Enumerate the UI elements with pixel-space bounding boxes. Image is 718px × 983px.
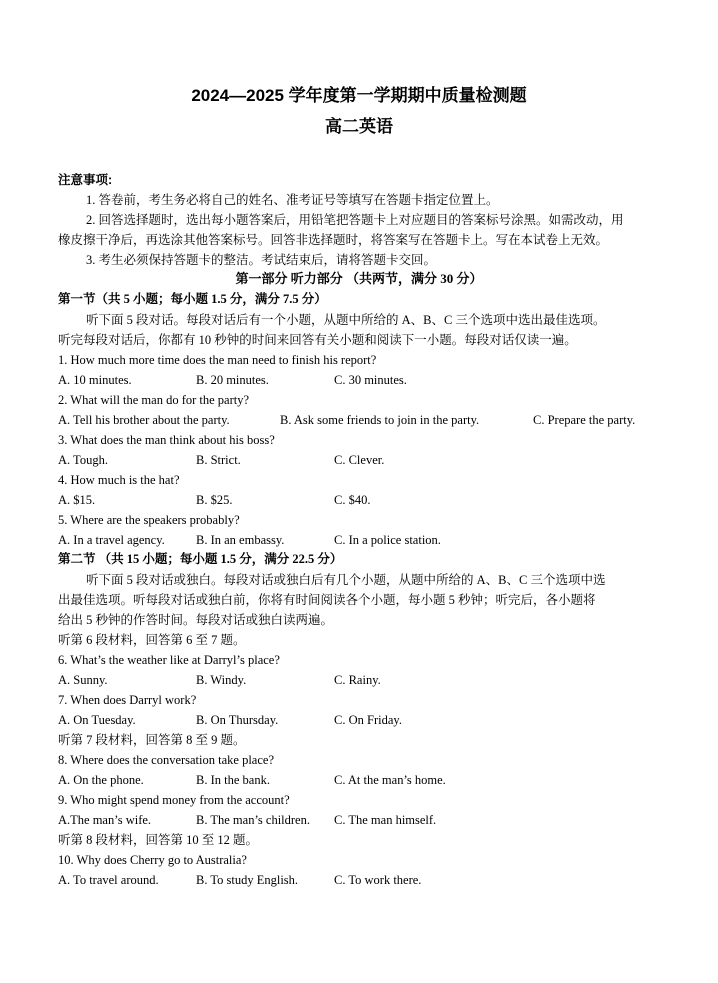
question-4-option-b: B. $25.: [196, 493, 233, 507]
question-3-option-a: A. Tough.: [58, 453, 108, 467]
question-10-option-a: A. To travel around.: [58, 873, 159, 887]
question-6: 6. What’s the weather like at Darryl’s place?: [58, 653, 280, 667]
section2-instructions-line-3: 给出 5 秒钟的作答时间。每段对话或独白读两遍。: [58, 613, 334, 627]
question-4-option-a: A. $15.: [58, 493, 96, 507]
question-3: 3. What does the man think about his boss?: [58, 433, 275, 447]
question-2-option-a: A. Tell his brother about the party.: [58, 413, 230, 427]
question-4: 4. How much is the hat?: [58, 473, 180, 487]
question-5-option-a: A. In a travel agency.: [58, 533, 165, 547]
question-1-option-c: C. 30 minutes.: [334, 373, 407, 387]
question-4-option-c: C. $40.: [334, 493, 371, 507]
question-3-option-c: C. Clever.: [334, 453, 385, 467]
question-5-option-b: B. In an embassy.: [196, 533, 285, 547]
question-6-option-a: A. Sunny.: [58, 673, 108, 687]
section2-instructions-line-1: 听下面 5 段对话或独白。每段对话或独白后有几个小题，从题中所给的 A、B、C 三个选项中选: [86, 573, 606, 587]
section1-heading: 第一节（共 5 小题；每小题 1.5 分，满分 7.5 分）: [58, 292, 327, 306]
notice-item-2-line-2: 橡皮擦干净后，再选涂其他答案标号。回答非选择题时，将答案写在答题卡上。写在本试卷上无效。: [58, 233, 609, 247]
question-7-option-b: B. On Thursday.: [196, 713, 279, 727]
question-5-option-c: C. In a police station.: [334, 533, 441, 547]
section1-instructions-line-1: 听下面 5 段对话。每段对话后有一个小题，从题中所给的 A、B、C 三个选项中选出最佳选项。: [86, 313, 606, 327]
part1-heading: 第一部分 听力部分 （共两节，满分 30 分）: [235, 271, 483, 286]
question-3-option-b: B. Strict.: [196, 453, 241, 467]
question-5: 5. Where are the speakers probably?: [58, 513, 240, 527]
question-6-option-c: C. Rainy.: [334, 673, 381, 687]
question-1: 1. How much more time does the man need to finish his report?: [58, 353, 377, 367]
question-9-option-a: A.The man’s wife.: [58, 813, 152, 827]
question-2: 2. What will the man do for the party?: [58, 393, 250, 407]
section2-heading: 第二节 （共 15 小题；每小题 1.5 分，满分 22.5 分）: [58, 552, 343, 566]
exam-title: 2024—2025 学年度第一学期期中质量检测题: [191, 86, 527, 105]
notice-item-2-line-1: 2. 回答选择题时，选出每小题答案后，用铅笔把答题卡上对应题目的答案标号涂黑。如需改动，用: [86, 213, 624, 227]
question-7-option-c: C. On Friday.: [334, 713, 402, 727]
question-8-option-c: C. At the man’s home.: [334, 773, 446, 787]
question-2-option-c: C. Prepare the party.: [533, 413, 636, 427]
question-9: 9. Who might spend money from the account?: [58, 793, 290, 807]
question-1-option-a: A. 10 minutes.: [58, 373, 132, 387]
question-8: 8. Where does the conversation take place?: [58, 753, 274, 767]
exam-subject: 高二英语: [325, 117, 393, 136]
question-1-option-b: B. 20 minutes.: [196, 373, 269, 387]
section2-instructions-line-2: 出最佳选项。听每段对话或独白前，你将有时间阅读各个小题，每小题 5 秒钟；听完后，各小题将: [58, 593, 596, 607]
question-7: 7. When does Darryl work?: [58, 693, 197, 707]
material-7-instruction: 听第 7 段材料，回答第 8 至 9 题。: [58, 733, 246, 747]
notice-item-3: 3. 考生必须保持答题卡的整洁。考试结束后，请将答题卡交回。: [86, 253, 437, 267]
question-6-option-b: B. Windy.: [196, 673, 247, 687]
question-10-option-c: C. To work there.: [334, 873, 422, 887]
question-7-option-a: A. On Tuesday.: [58, 713, 136, 727]
question-8-option-a: A. On the phone.: [58, 773, 144, 787]
section1-instructions-line-2: 听完每段对话后，你都有 10 秒钟的时间来回答有关小题和阅读下一小题。每段对话仅读一遍。: [58, 333, 577, 347]
material-8-instruction: 听第 8 段材料，回答第 10 至 12 题。: [58, 833, 259, 847]
question-10-option-b: B. To study English.: [196, 873, 299, 887]
question-2-option-b: B. Ask some friends to join in the party.: [280, 413, 480, 427]
question-9-option-b: B. The man’s children.: [196, 813, 310, 827]
question-10: 10. Why does Cherry go to Australia?: [58, 853, 247, 867]
notice-heading: 注意事项:: [58, 173, 113, 187]
material-6-instruction: 听第 6 段材料，回答第 6 至 7 题。: [58, 633, 246, 647]
question-8-option-b: B. In the bank.: [196, 773, 270, 787]
question-9-option-c: C. The man himself.: [334, 813, 437, 827]
notice-item-1: 1. 答卷前，考生务必将自己的姓名、准考证号等填写在答题卡指定位置上。: [86, 193, 499, 207]
